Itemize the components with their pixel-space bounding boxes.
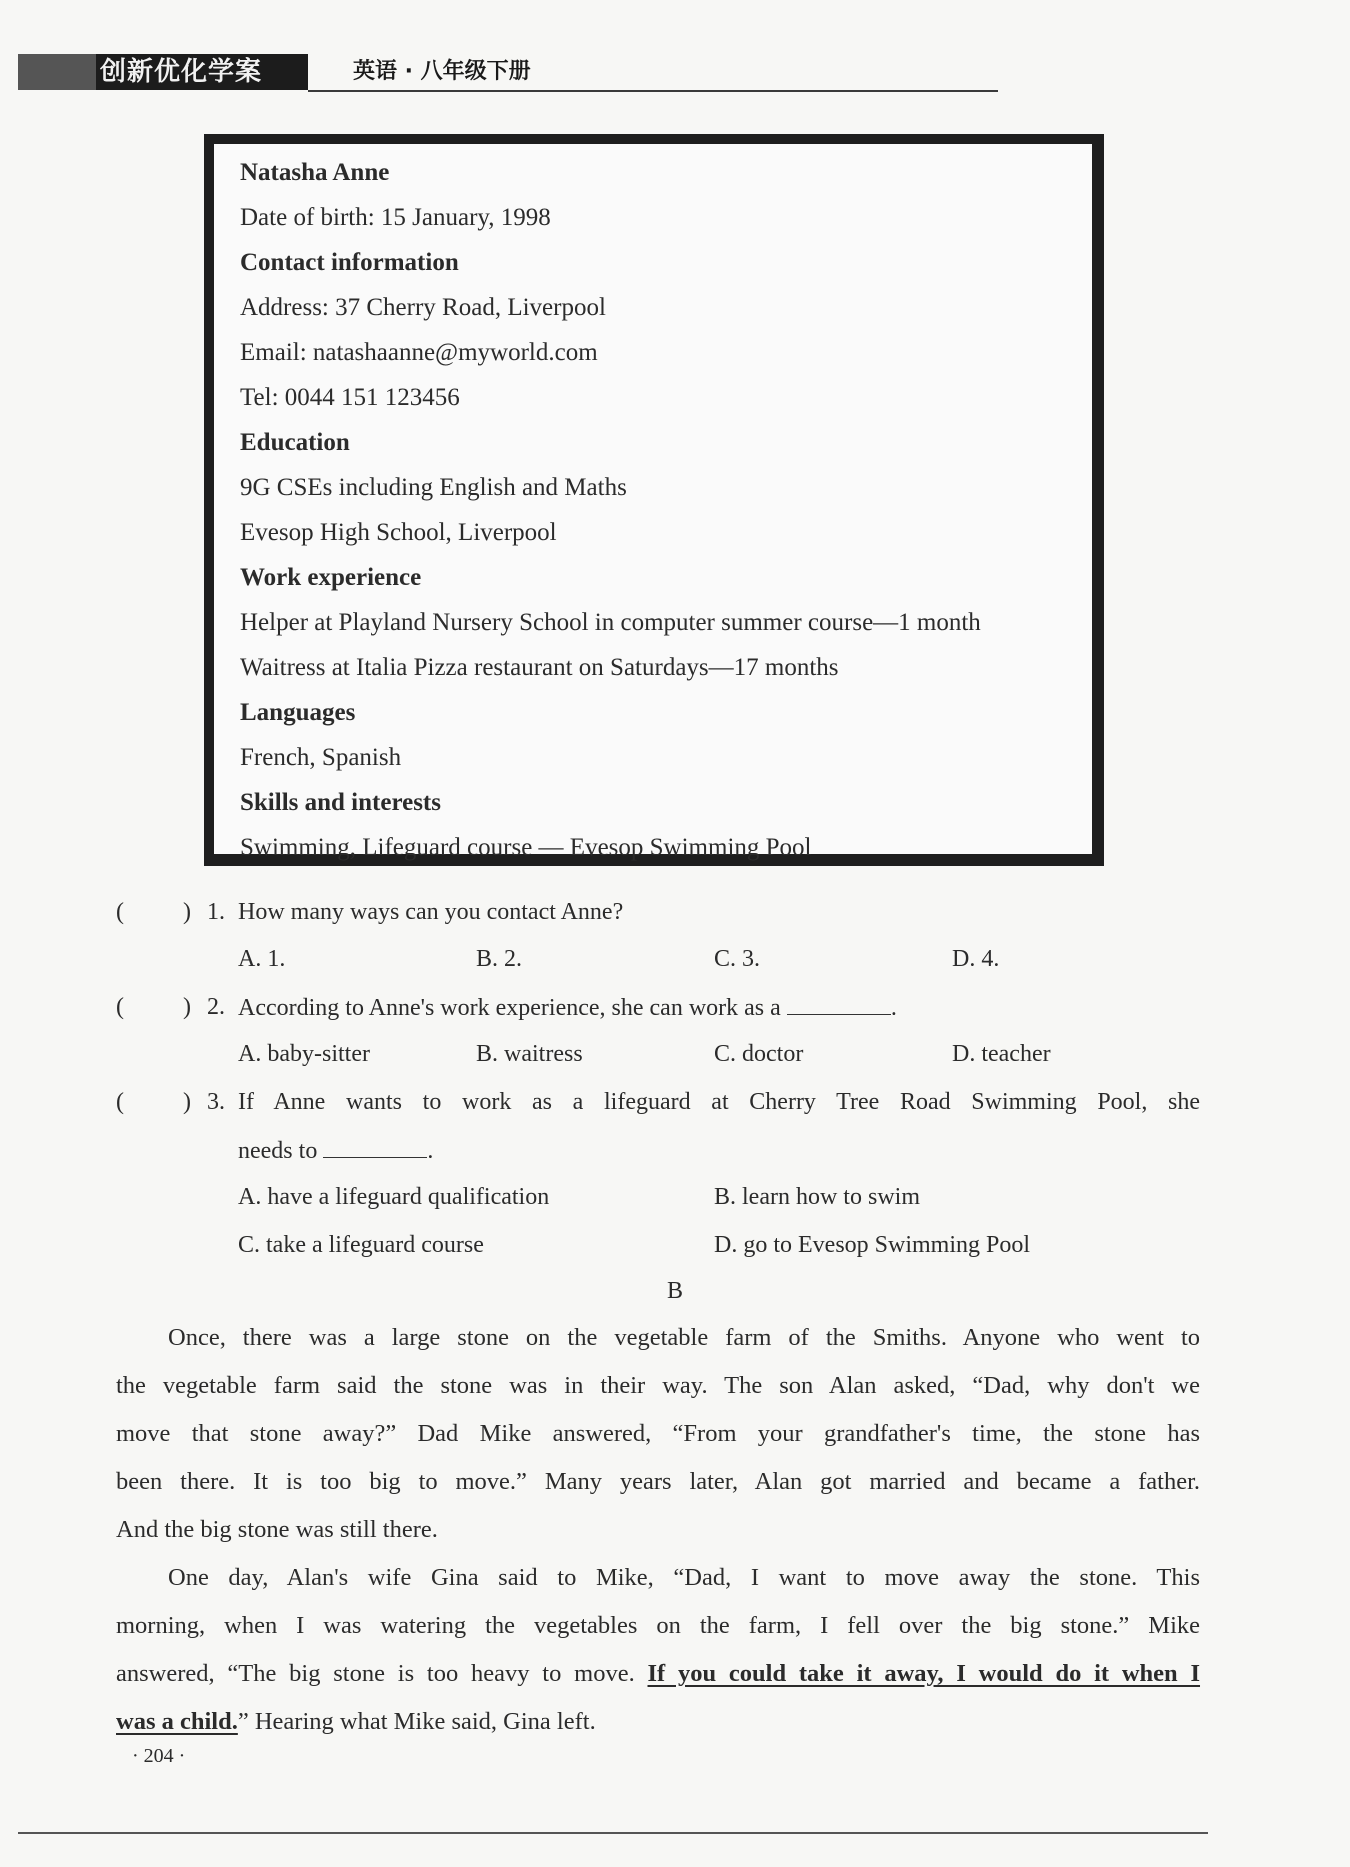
section-heading-b: B (666, 1278, 683, 1304)
footer-divider (18, 1832, 1208, 1834)
subject-title: 英语 · 八年级下册 (353, 59, 531, 84)
question-text: How many ways can you contact Anne? (238, 899, 624, 925)
passage-line: And the big stone was still there. (116, 1516, 438, 1543)
answer-paren-close: ) (183, 994, 191, 1020)
answer-paren-open: ( (116, 1089, 124, 1115)
q1-option-d: D. 4. (952, 946, 1000, 972)
answer-blank (323, 1135, 427, 1158)
q2-option-c: C. doctor (714, 1041, 804, 1067)
resume-languages-heading: Languages (240, 699, 356, 726)
passage-line (116, 1698, 1200, 1746)
resume-education-2: Evesop High School, Liverpool (240, 519, 557, 546)
q3-option-a: A. have a lifeguard qualification (238, 1184, 550, 1210)
question-text: If Anne wants to work as a lifeguard at Cherry Tree Road Swimming Pool, she (238, 1089, 1200, 1115)
passage-text: ” Hearing what Mike said, Gina left. (237, 1708, 596, 1735)
header-divider (308, 90, 998, 92)
brand-decoration (18, 54, 96, 90)
passage-line: the vegetable farm said the stone was in their way. The son Alan asked, “Dad, why don't we (116, 1372, 1200, 1399)
passage-line: move that stone away?” Dad Mike answered, “From your grandfather's time, the stone has (116, 1420, 1200, 1447)
q1-option-a: A. 1. (238, 946, 286, 972)
q2-option-b: B. waitress (476, 1041, 583, 1067)
resume-skills-heading: Skills and interests (240, 789, 441, 816)
resume-work-2: Waitress at Italia Pizza restaurant on Saturdays—17 months (240, 654, 839, 681)
question-number: 2. (207, 994, 225, 1020)
answer-paren-open: ( (116, 899, 124, 925)
passage-line (116, 1650, 1200, 1698)
q2-option-a: A. baby-sitter (238, 1041, 370, 1067)
question-3-continuation (238, 1135, 433, 1166)
q1-option-b: B. 2. (476, 946, 523, 972)
resume-tel: Tel: 0044 151 123456 (240, 384, 460, 411)
passage-paragraph-1 (116, 1314, 1200, 1554)
resume-work-1: Helper at Playland Nursery School in computer summer course—1 month (240, 609, 981, 636)
q3-option-d: D. go to Evesop Swimming Pool (714, 1232, 1031, 1258)
passage-line: Once, there was a large stone on the vegetable farm of the Smiths. Anyone who went to (168, 1324, 1200, 1351)
q3-option-b: B. learn how to swim (714, 1184, 920, 1210)
resume-box (204, 134, 1104, 866)
resume-email: Email: natashaanne@myworld.com (240, 339, 598, 366)
answer-blank (787, 992, 891, 1015)
question-end: . (427, 1138, 434, 1164)
underlined-sentence-part-1: If you could take it away, I would do it when I (647, 1660, 1201, 1687)
q3-option-c: C. take a lifeguard course (238, 1232, 484, 1258)
passage-line: morning, when I was watering the vegetables on the farm, I fell over the big stone.” Mike (116, 1612, 1200, 1639)
passage-paragraph-2 (116, 1554, 1200, 1746)
resume-education-1: 9G CSEs including English and Maths (240, 474, 627, 501)
resume-name: Natasha Anne (240, 159, 390, 186)
brand-title: 创新优化学案 (100, 57, 263, 87)
passage-line: One day, Alan's wife Gina said to Mike, “Dad, I want to move away the stone. This (168, 1564, 1200, 1591)
answer-paren-open: ( (116, 994, 124, 1020)
passage-line: been there. It is too big to move.” Many years later, Alan got married and became a father. (116, 1468, 1200, 1495)
question-number: 1. (207, 899, 225, 925)
brand-banner (18, 54, 308, 90)
q2-option-d: D. teacher (952, 1041, 1051, 1067)
answer-paren-close: ) (183, 1089, 191, 1115)
question-text (238, 992, 897, 1023)
resume-work-heading: Work experience (240, 564, 422, 591)
question-end: . (890, 995, 897, 1021)
question-text-2: needs to (238, 1138, 318, 1164)
question-text-body: According to Anne's work experience, she can work as a (238, 995, 781, 1021)
resume-languages: French, Spanish (240, 744, 402, 771)
answer-paren-close: ) (183, 899, 191, 925)
resume-address: Address: 37 Cherry Road, Liverpool (240, 294, 606, 321)
resume-contact-heading: Contact information (240, 249, 459, 276)
q1-option-c: C. 3. (714, 946, 761, 972)
resume-skills: Swimming, Lifeguard course — Evesop Swimming Pool (240, 834, 812, 861)
passage-text: answered, “The big stone is too heavy to move. (116, 1660, 635, 1687)
resume-education-heading: Education (240, 429, 350, 456)
page-number: · 204 · (132, 1745, 186, 1767)
underlined-sentence-part-2: was a child. (116, 1708, 238, 1735)
question-number: 3. (207, 1089, 225, 1115)
page-header (18, 52, 998, 94)
resume-dob: Date of birth: 15 January, 1998 (240, 204, 551, 231)
